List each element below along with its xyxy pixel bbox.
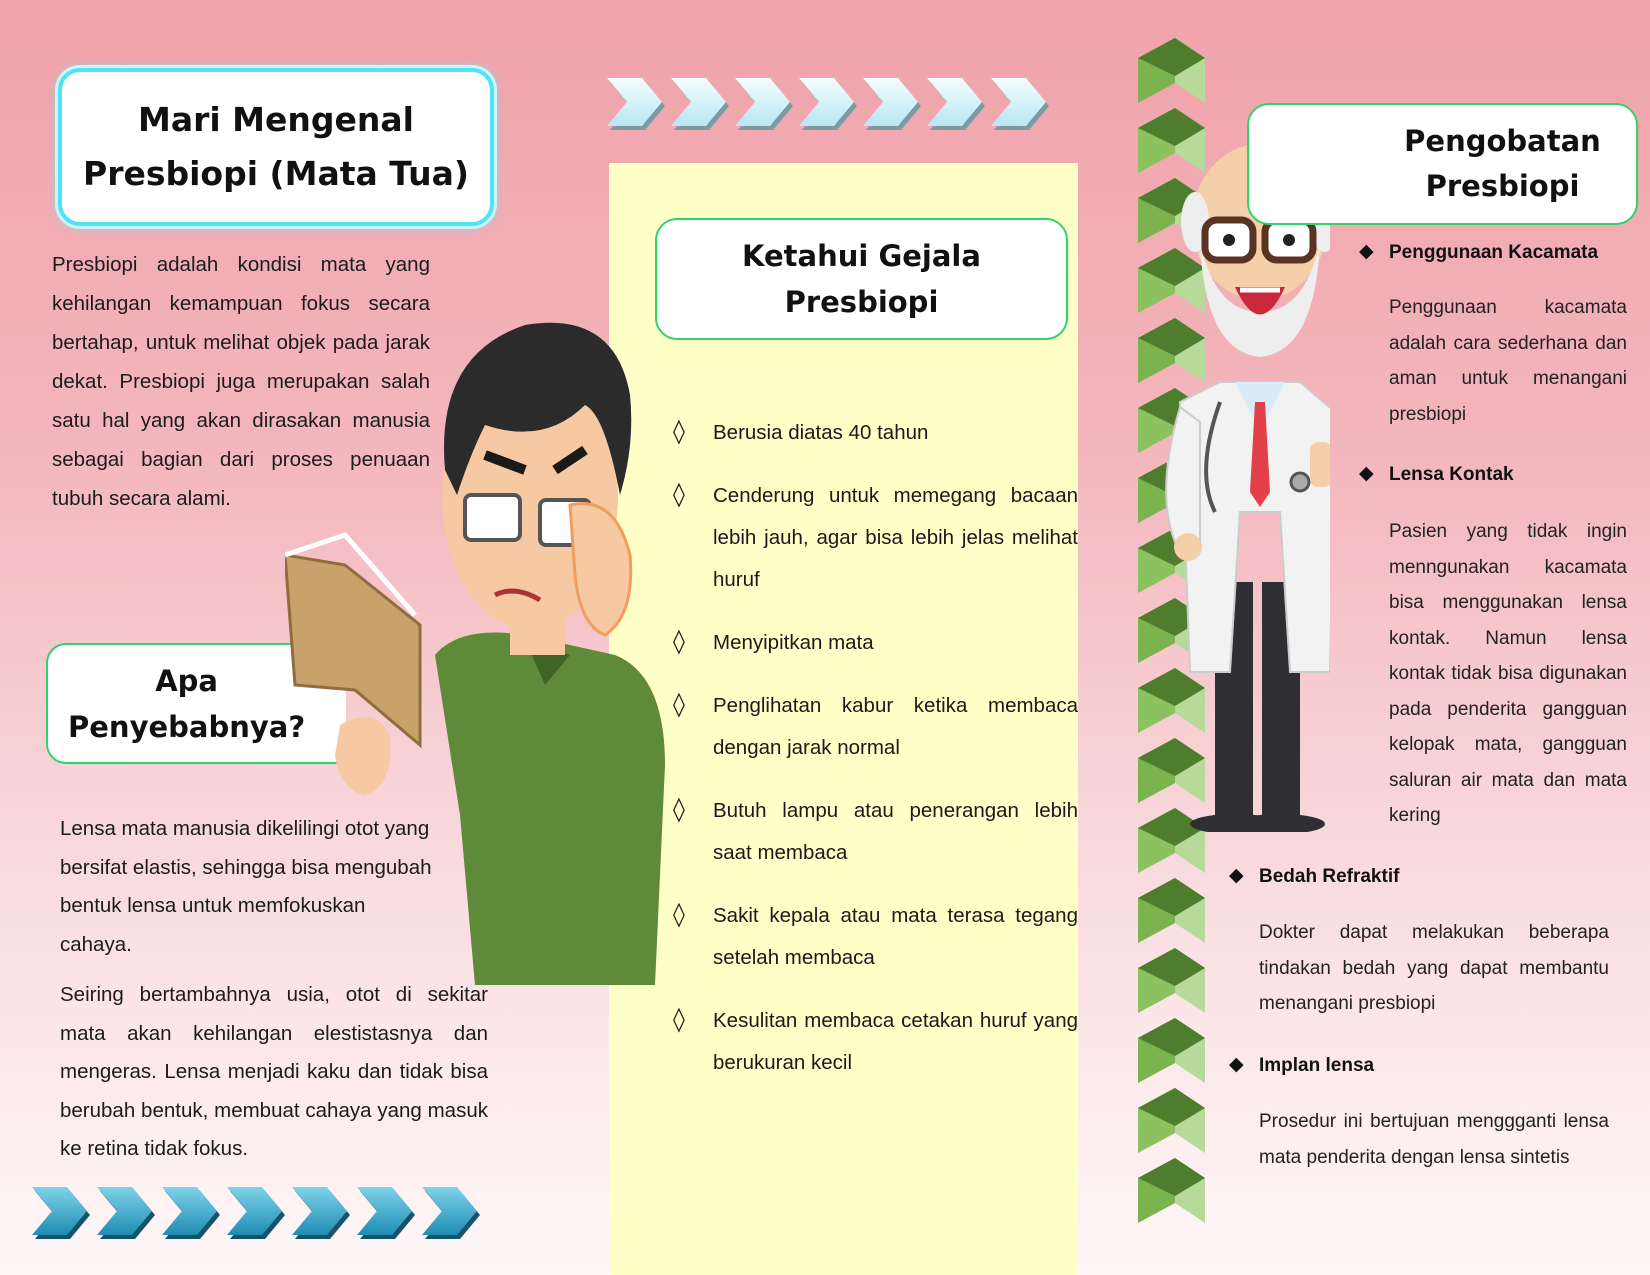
list-item <box>673 622 1078 664</box>
treatment-title-line2: Presbiopi <box>1425 169 1580 203</box>
list-item <box>673 895 1078 979</box>
cause-title-line1: Apa <box>155 663 218 698</box>
list-item <box>673 412 1078 454</box>
symptom-text: Butuh lampu atau penerangan lebih saat membaca <box>713 799 1078 864</box>
treatment-text-1: Penggunaan kacamata adalah cara sederhana dan aman untuk menangani presbiopi <box>1389 297 1627 425</box>
treatment-text-4: Prosedur ini bertujuan menggganti lensa mata penderita dengan lensa sintetis <box>1259 1111 1609 1168</box>
symptom-text: Menyipitkan mata <box>713 631 874 654</box>
diamond-solid-bullet-icon: ◆ <box>1359 462 1374 484</box>
list-item <box>673 475 1078 601</box>
man-reading-book-icon <box>285 295 675 985</box>
treatment-heading-1 <box>1359 240 1599 264</box>
symptom-text: Berusia diatas 40 tahun <box>713 421 929 444</box>
treatment-text-2: Pasien yang tidak ingin menngunakan kacamata bisa menggunakan lensa kontak. Namun lensa kontak tidak bisa digunakan pada penderita gangguan kelopak mata, gangguan saluran air mata dan mata kering <box>1389 521 1627 826</box>
symptoms-title-line2: Presbiopi <box>784 285 939 319</box>
top-chevron-row <box>607 76 1057 136</box>
list-item <box>673 790 1078 874</box>
symptoms-title <box>655 218 1068 340</box>
symptom-text: Cenderung untuk memegang bacaan lebih jauh, agar bisa lebih jelas melihat huruf <box>713 484 1078 591</box>
treatment-heading-text: Bedah Refraktif <box>1259 866 1400 887</box>
treatment-heading-2 <box>1359 462 1514 486</box>
diamond-bullet-icon: ◊ <box>673 480 685 508</box>
treatment-heading-text: Implan lensa <box>1259 1055 1375 1076</box>
treatment-heading-3 <box>1229 864 1400 888</box>
treatment-heading-text: Penggunaan Kacamata <box>1389 242 1599 263</box>
diamond-solid-bullet-icon: ◆ <box>1229 1053 1244 1075</box>
cause-paragraph-2: Seiring bertambahnya usia, otot di sekitar mata akan kehilangan elestistasnya dan mengeras. Lensa menjadi kaku dan tidak bisa berubah bentuk, membuat cahaya yang masuk ke retina tidak fokus. <box>60 983 488 1160</box>
diamond-bullet-icon: ◊ <box>673 1005 685 1033</box>
symptom-text: Sakit kepala atau mata terasa tegang setelah membaca <box>713 904 1078 969</box>
symptom-text: Penglihatan kabur ketika membaca dengan jarak normal <box>713 694 1078 759</box>
intro-paragraph: Presbiopi adalah kondisi mata yang kehilangan kemampuan fokus secara bertahap, untuk melihat objek pada jarak dekat. Presbiopi juga merupakan salah satu hal yang akan dirasakan manusia sebagai bagian dari proses penuaan tubuh secara alami. <box>52 253 430 510</box>
list-item <box>673 1000 1078 1084</box>
intro-title-text: Mari Mengenal Presbiopi (Mata Tua) <box>83 100 469 193</box>
symptoms-title-line1: Ketahui Gejala <box>742 239 981 273</box>
list-item <box>673 685 1078 769</box>
diamond-bullet-icon: ◊ <box>673 627 685 655</box>
diamond-bullet-icon: ◊ <box>673 795 685 823</box>
symptoms-list <box>673 412 1078 1105</box>
diamond-bullet-icon: ◊ <box>673 900 685 928</box>
diamond-solid-bullet-icon: ◆ <box>1359 240 1374 262</box>
treatment-heading-4 <box>1229 1053 1375 1077</box>
treatment-text-3: Dokter dapat melakukan beberapa tindakan bedah yang dapat membantu menangani presbiopi <box>1259 922 1609 1014</box>
cause-title-line2: Penyebabnya? <box>68 709 306 744</box>
bottom-chevron-row <box>32 1185 502 1245</box>
treatment-title <box>1247 103 1638 225</box>
diamond-bullet-icon: ◊ <box>673 417 685 445</box>
treatment-title-line1: Pengobatan <box>1404 124 1601 158</box>
symptom-text: Kesulitan membaca cetakan huruf yang berukuran kecil <box>713 1009 1078 1074</box>
intro-title <box>58 68 494 226</box>
treatment-heading-text: Lensa Kontak <box>1389 464 1514 485</box>
diamond-bullet-icon: ◊ <box>673 690 685 718</box>
diamond-solid-bullet-icon: ◆ <box>1229 864 1244 886</box>
cause-paragraph-1: Lensa mata manusia dikelilingi otot yang bersifat elastis, sehingga bisa mengubah bentuk lensa untuk memfokuskan cahaya. <box>60 817 432 956</box>
